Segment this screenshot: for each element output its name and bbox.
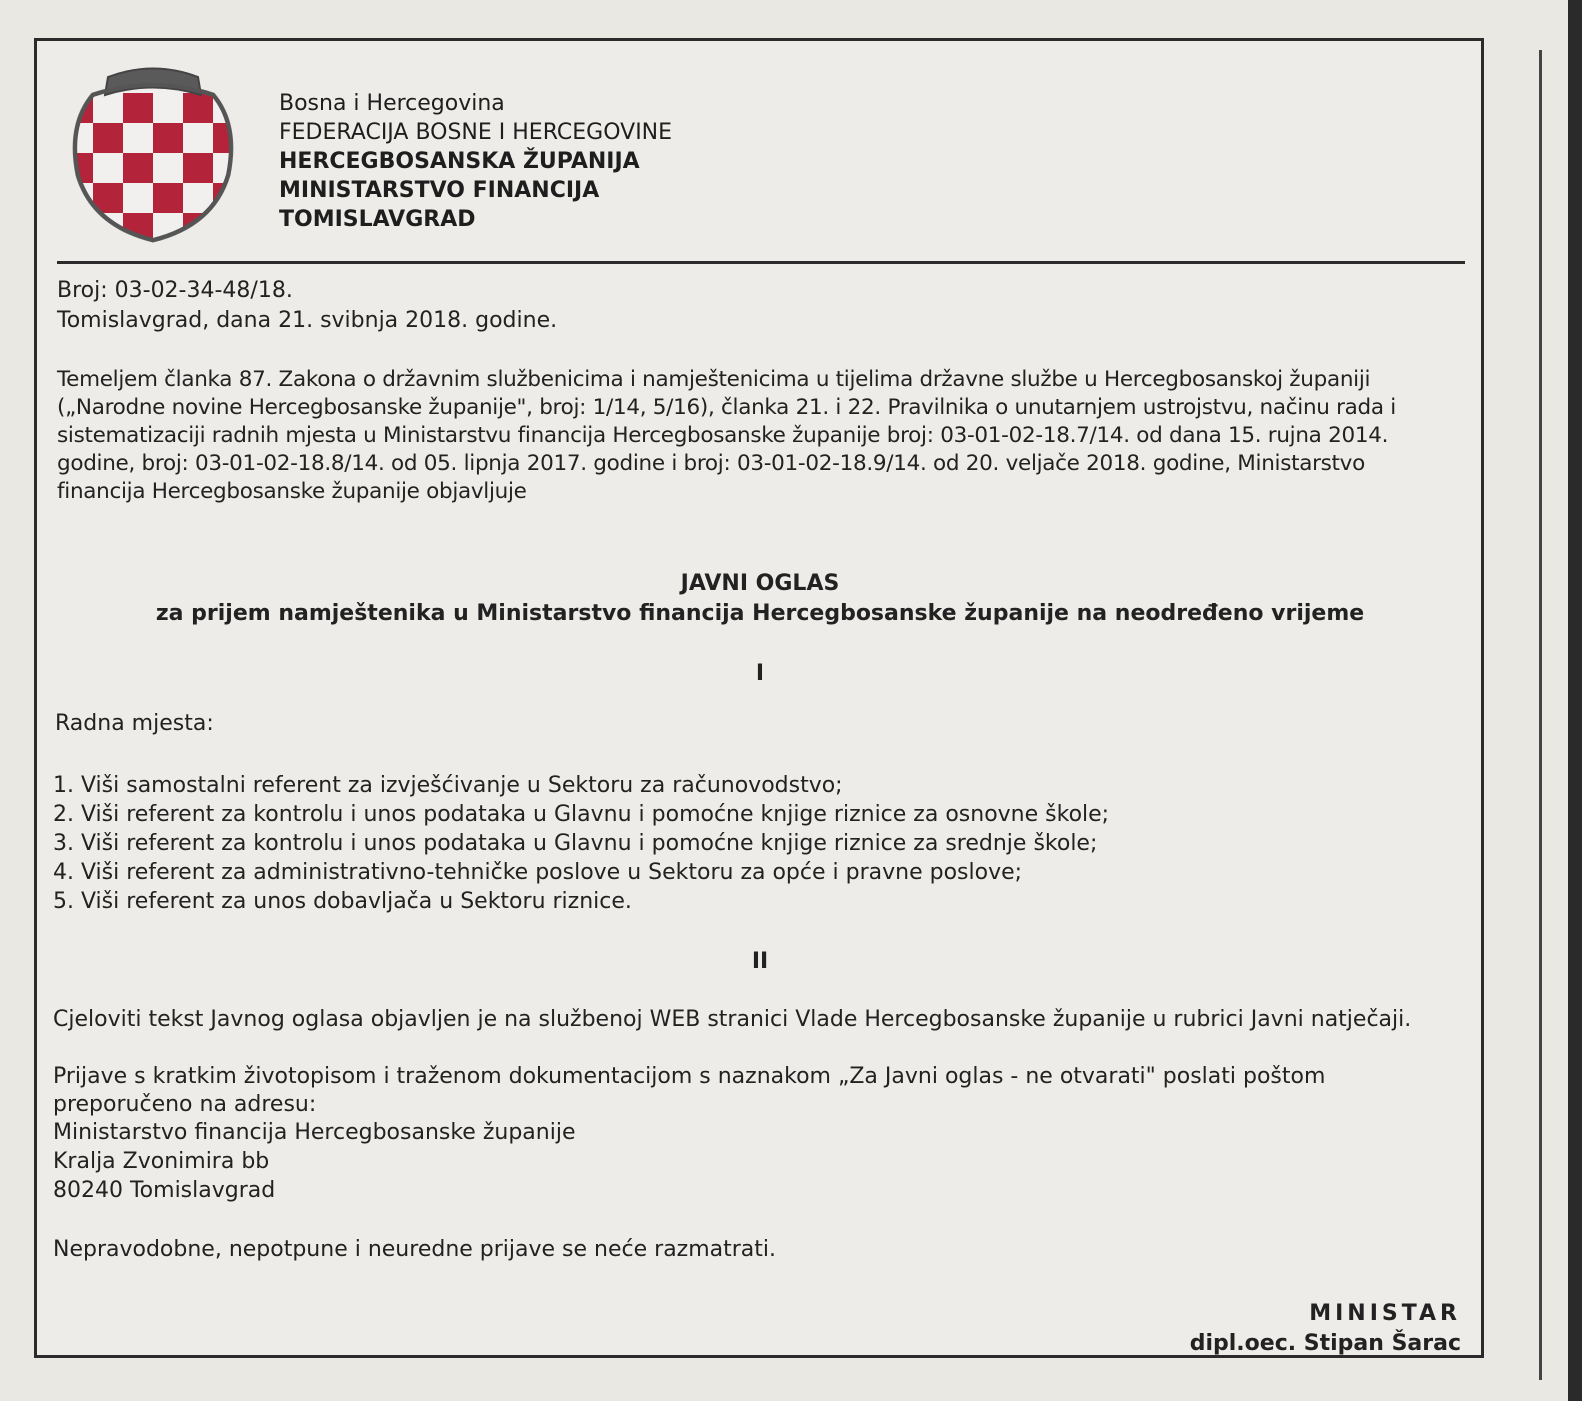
mailing-address (53, 1118, 575, 1205)
checker-square (123, 123, 153, 153)
checker-square (183, 153, 213, 183)
header-city: TOMISLAVGRAD (279, 207, 476, 232)
rejection-paragraph: Nepravodobne, nepotpune i neuredne prijave se neće razmatrati. (53, 1237, 777, 1262)
checker-square (183, 93, 213, 123)
positions-list (53, 771, 1109, 916)
full-text-paragraph: Cjeloviti tekst Javnog oglasa objavljen je na službenoj WEB stranici Vlade Hercegbosanske županije u rubrici Javni natječaji. (53, 1007, 1412, 1032)
header-country: Bosna i Hercegovina (279, 91, 505, 116)
issuer-header (279, 89, 672, 234)
list-item: 3. Viši referent za kontrolu i unos podataka u Glavnu i pomoćne knjige riznice za srednje škole; (53, 831, 1098, 856)
notice-subtitle: za prijem namještenika u Ministarstvo financija Hercegbosanske županije na neodređeno vrijeme (155, 601, 1365, 626)
section-number-1: I (755, 661, 765, 686)
coat-of-arms-icon (63, 55, 243, 245)
signatory-title: MINISTAR (1309, 1301, 1461, 1326)
checker-square (123, 183, 153, 213)
header-ministry: MINISTARSTVO FINANCIJA (279, 178, 600, 203)
header-divider (57, 261, 1465, 264)
address-line-2: Kralja Zvonimira bb (53, 1149, 270, 1174)
checker-square (153, 123, 183, 153)
positions-label: Radna mjesta: (55, 711, 214, 736)
public-notice (34, 38, 1484, 1358)
checker-square (153, 93, 183, 123)
checker-square (183, 123, 213, 153)
checker-square (93, 93, 123, 123)
header-federation: FEDERACIJA BOSNE I HERCEGOVINE (279, 120, 673, 145)
checker-square (213, 213, 243, 243)
intro-paragraph: Temeljem članka 87. Zakona o državnim službenicima i namještenicima u tijelima državne službe u Hercegbosanskoj županiji („Narodne novine Hercegbosanske županije", broj: 1/14, 5/16), članka 21. i 22. Pravilnika o unutarnjem ustrojstvu, načinu rada i sistematizaciji radnih mjesta u Ministarstvu financija Hercegbosanske županije broj: 03-01-02-18.7/14. od dana 15. rujna 2014. godine, broj: 03-01-02-18.8/14. od 05. lipnja 2017. godine i broj: 03-01-02-18.9/14. od 20. veljače 2018. godine, Ministarstvo financija Hercegbosanske županije objavljuje (57, 367, 1396, 504)
checker-square (153, 183, 183, 213)
list-item: 2. Viši referent za kontrolu i unos podataka u Glavnu i pomoćne knjige riznice za osnovne škole; (53, 802, 1110, 827)
signature-block (1190, 1299, 1461, 1359)
checker-square (123, 93, 153, 123)
checker-square (153, 153, 183, 183)
reference-block (57, 276, 557, 336)
address-line-1: Ministarstvo financija Hercegbosanske županije (53, 1120, 576, 1145)
page-edge (1568, 0, 1582, 1401)
reference-date: Tomislavgrad, dana 21. svibnja 2018. godine. (57, 308, 558, 333)
header-canton: HERCEGBOSANSKA ŽUPANIJA (279, 149, 640, 174)
checker-square (63, 213, 93, 243)
checker-square (93, 123, 123, 153)
reference-number: Broj: 03-02-34-48/18. (57, 278, 293, 303)
list-item: 1. Viši samostalni referent za izvješćivanje u Sektoru za računovodstvo; (53, 773, 843, 798)
list-item: 4. Viši referent za administrativno-tehničke poslove u Sektoru za opće i pravne poslove; (53, 860, 1023, 885)
application-paragraph: Prijave s kratkim životopisom i traženom dokumentacijom s naznakom „Za Javni oglas - ne otvarati" poslati poštom preporučeno na adresu: (53, 1064, 1326, 1117)
signatory-name: dipl.oec. Stipan Šarac (1189, 1331, 1461, 1356)
checker-square (93, 153, 123, 183)
address-line-3: 80240 Tomislavgrad (53, 1178, 276, 1203)
section-number-2: II (751, 949, 769, 974)
list-item: 5. Viši referent za unos dobavljača u Sektoru riznice. (53, 889, 632, 914)
notice-title: JAVNI OGLAS (680, 571, 840, 596)
checker-square (123, 153, 153, 183)
page-edge-line (1539, 50, 1542, 1380)
